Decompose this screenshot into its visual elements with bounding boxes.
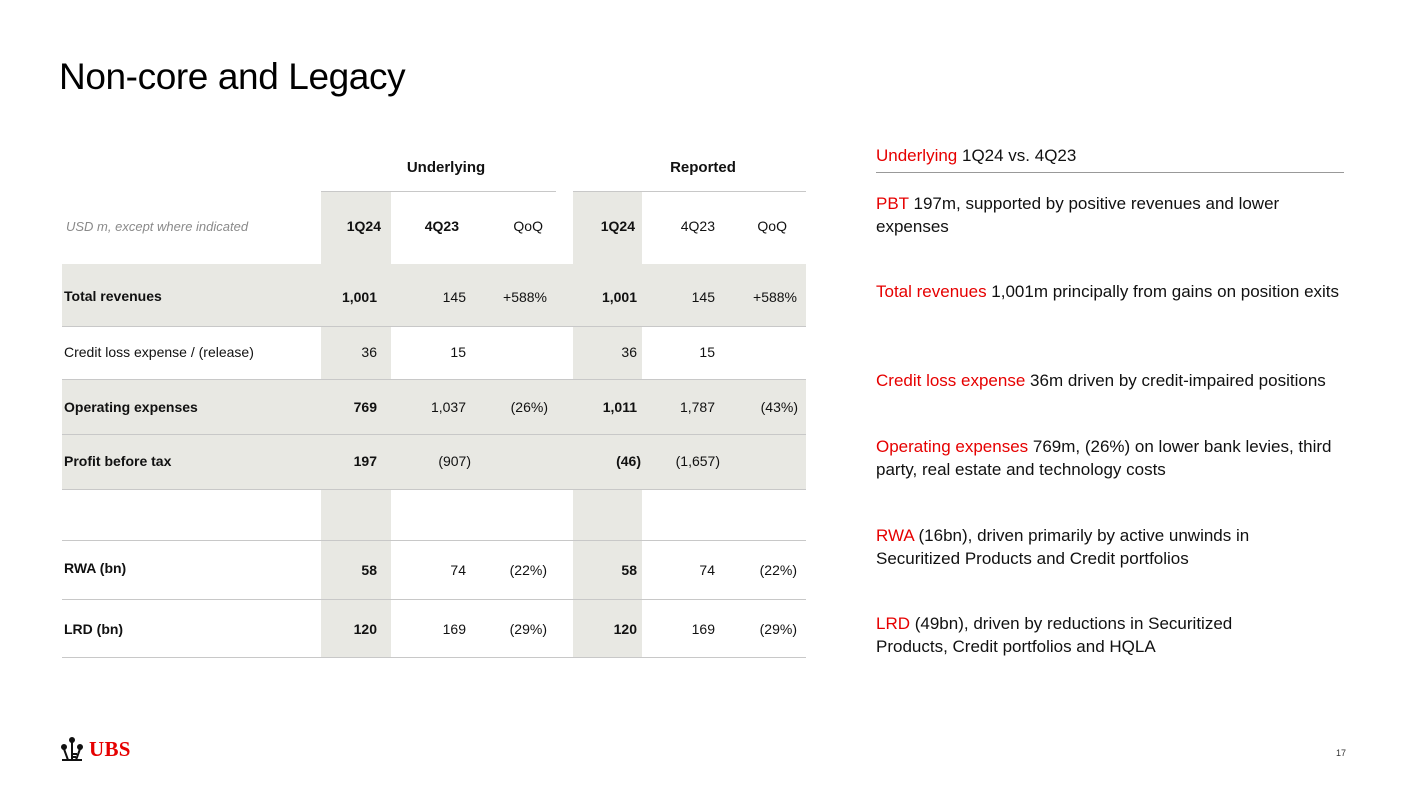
table-cell: (22%) (509, 562, 547, 578)
commentary-key: PBT (876, 194, 909, 213)
commentary-text: 1,001m principally from gains on position exits (986, 282, 1340, 301)
table-cell (715, 449, 797, 473)
table-cell: (29%) (759, 621, 797, 637)
commentary-point-opex (876, 435, 1336, 481)
table-cell: 169 (442, 621, 466, 637)
group-header-underlying: Underlying (406, 158, 486, 176)
row-label-total-revenues: Total revenues (64, 288, 162, 304)
underlying-group-rule (321, 191, 556, 192)
row-label-operating-expenses: Operating expenses (64, 399, 198, 415)
commentary-heading-text: 1Q24 vs. 4Q23 (957, 146, 1077, 165)
table-cell: (46) (616, 453, 641, 469)
row-separator (62, 326, 806, 327)
row-separator (62, 599, 806, 600)
table-cell: 1,001 (341, 289, 377, 305)
table-cell: 15 (699, 344, 715, 360)
table-cell: 145 (442, 289, 466, 305)
commentary-key: RWA (876, 526, 914, 545)
table-cell: 1,001 (601, 289, 637, 305)
commentary-key: Total revenues (876, 282, 987, 301)
table-cell: 169 (691, 621, 715, 637)
col-header-reported-4q23: 4Q23 (680, 218, 715, 234)
unit-label: USD m, except where indicated (66, 218, 249, 234)
row-separator (62, 379, 806, 380)
page-number: 17 (1336, 748, 1347, 758)
table-cell: 120 (353, 621, 377, 637)
table-cell: (26%) (510, 399, 548, 415)
table-cell: 197 (353, 453, 377, 469)
table-cell: (29%) (509, 621, 547, 637)
table-cell (469, 449, 547, 473)
financial-table (62, 144, 806, 664)
table-cell: (22%) (759, 562, 797, 578)
col-header-reported-qoq: QoQ (757, 218, 787, 234)
commentary-point-pbt (876, 192, 1356, 238)
row-separator (62, 657, 806, 658)
table-cell: 58 (621, 562, 637, 578)
commentary-text: 769m, (26%) on lower bank levies, third party, real estate and technology costs (876, 437, 1332, 479)
commentary-point-lrd (876, 612, 1276, 658)
reported-group-rule (573, 191, 806, 192)
group-header-reported: Reported (670, 158, 736, 176)
commentary-heading-highlight: Underlying (876, 146, 958, 165)
table-cell: 120 (613, 621, 637, 637)
commentary-text: 197m, supported by positive revenues and lower expenses (876, 194, 1280, 236)
table-cell: +588% (503, 289, 547, 305)
table-cell (469, 340, 547, 364)
page-title: Non-core and Legacy (59, 56, 406, 97)
table-cell (715, 340, 797, 364)
col-header-underlying-4q23: 4Q23 (424, 218, 459, 234)
table-cell: 58 (361, 562, 377, 578)
table-cell: 1,011 (602, 399, 637, 415)
row-label-lrd: LRD (bn) (64, 621, 124, 637)
ubs-logo (59, 735, 131, 763)
row-label-profit-before-tax: Profit before tax (64, 453, 172, 469)
commentary-point-revenues (876, 280, 1356, 303)
commentary-point-credit-loss (876, 369, 1356, 392)
table-cell: 769 (353, 399, 377, 415)
commentary-text: 36m driven by credit-impaired positions (1025, 371, 1326, 390)
table-cell: 1,787 (679, 399, 715, 415)
commentary-key: LRD (876, 614, 911, 633)
table-cell: 74 (450, 562, 466, 578)
table-cell: (1,657) (675, 453, 720, 469)
table-cell: 74 (699, 562, 715, 578)
row-separator (62, 540, 806, 541)
col-header-reported-1q24: 1Q24 (600, 218, 635, 234)
commentary-text: (49bn), driven by reductions in Securitized Products, Credit portfolios and HQLA (876, 614, 1233, 656)
commentary-panel (876, 144, 1356, 656)
col-header-underlying-qoq: QoQ (513, 218, 543, 234)
table-cell: 15 (450, 344, 466, 360)
table-cell: +588% (753, 289, 797, 305)
table-cell: 36 (621, 344, 637, 360)
table-cell: 1,037 (430, 399, 466, 415)
row-separator (62, 434, 806, 435)
table-cell: 36 (361, 344, 377, 360)
row-separator (62, 489, 806, 490)
row-label-rwa: RWA (bn) (64, 560, 127, 576)
commentary-heading (876, 144, 1344, 173)
commentary-point-rwa (876, 524, 1296, 570)
table-cell: 145 (691, 289, 715, 305)
col-header-underlying-1q24: 1Q24 (346, 218, 381, 234)
row-label-credit-loss: Credit loss expense / (release) (64, 344, 254, 360)
commentary-key: Credit loss expense (876, 371, 1026, 390)
commentary-key: Operating expenses (876, 437, 1029, 456)
logo-text: UBS (89, 736, 131, 761)
table-cell: (907) (438, 453, 471, 469)
table-cell: (43%) (760, 399, 798, 415)
keys-icon (59, 735, 85, 763)
commentary-text: (16bn), driven primarily by active unwinds in Securitized Products and Credit portfolios (876, 526, 1250, 568)
